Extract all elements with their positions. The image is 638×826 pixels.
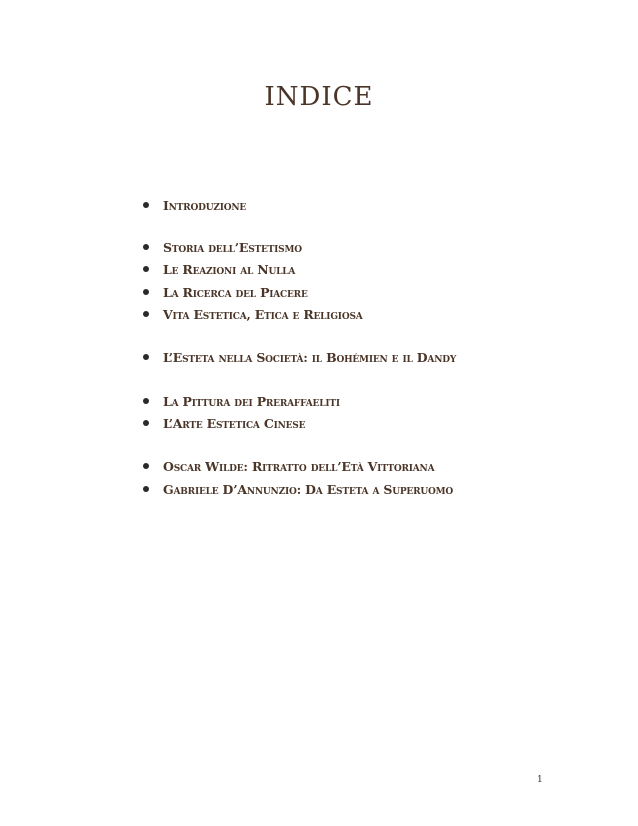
toc-link[interactable]: La Pittura dei Preraffaeliti <box>163 393 340 409</box>
page-title: INDICE <box>264 82 374 112</box>
toc-link[interactable]: La Ricerca del Piacere <box>163 284 308 300</box>
toc-item-arte-cinese[interactable] <box>143 413 305 433</box>
page-number: 1 <box>537 775 543 785</box>
toc-link[interactable]: Le Reazioni al Nulla <box>163 261 296 277</box>
toc-item-vita-estetica[interactable] <box>143 304 363 324</box>
toc-link[interactable]: Gabriele D’Annunzio: Da Esteta a Superuomo <box>163 481 454 497</box>
bullet-icon <box>143 486 149 492</box>
bullet-icon <box>143 354 149 360</box>
toc-link[interactable]: Vita Estetica, Etica e Religiosa <box>163 306 363 322</box>
bullet-icon <box>143 398 149 404</box>
toc-item-dannunzio[interactable] <box>143 479 453 499</box>
bullet-icon <box>143 311 149 317</box>
bullet-icon <box>143 463 149 469</box>
bullet-icon <box>143 420 149 426</box>
toc-item-oscar-wilde[interactable] <box>143 456 434 476</box>
toc-item-reazioni[interactable] <box>143 259 295 279</box>
toc-link[interactable]: Introduzione <box>163 197 247 213</box>
toc-link[interactable]: L’Arte Estetica Cinese <box>163 415 306 431</box>
toc-item-ricerca-piacere[interactable] <box>143 282 308 302</box>
bullet-icon <box>143 289 149 295</box>
bullet-icon <box>143 202 149 208</box>
toc-item-esteta-societa[interactable] <box>143 347 456 367</box>
toc-link[interactable]: L’Esteta nella Società: il Bohémien e il Dandy <box>163 349 457 365</box>
bullet-icon <box>143 244 149 250</box>
toc-link[interactable]: Oscar Wilde: Ritratto dell’Età Vittoriana <box>163 458 435 474</box>
toc-item-introduzione[interactable] <box>143 195 246 215</box>
toc-link[interactable]: Storia dell’Estetismo <box>163 239 302 255</box>
bullet-icon <box>143 266 149 272</box>
toc-item-storia[interactable] <box>143 237 302 257</box>
toc-item-pittura-preraffaeliti[interactable] <box>143 391 340 411</box>
